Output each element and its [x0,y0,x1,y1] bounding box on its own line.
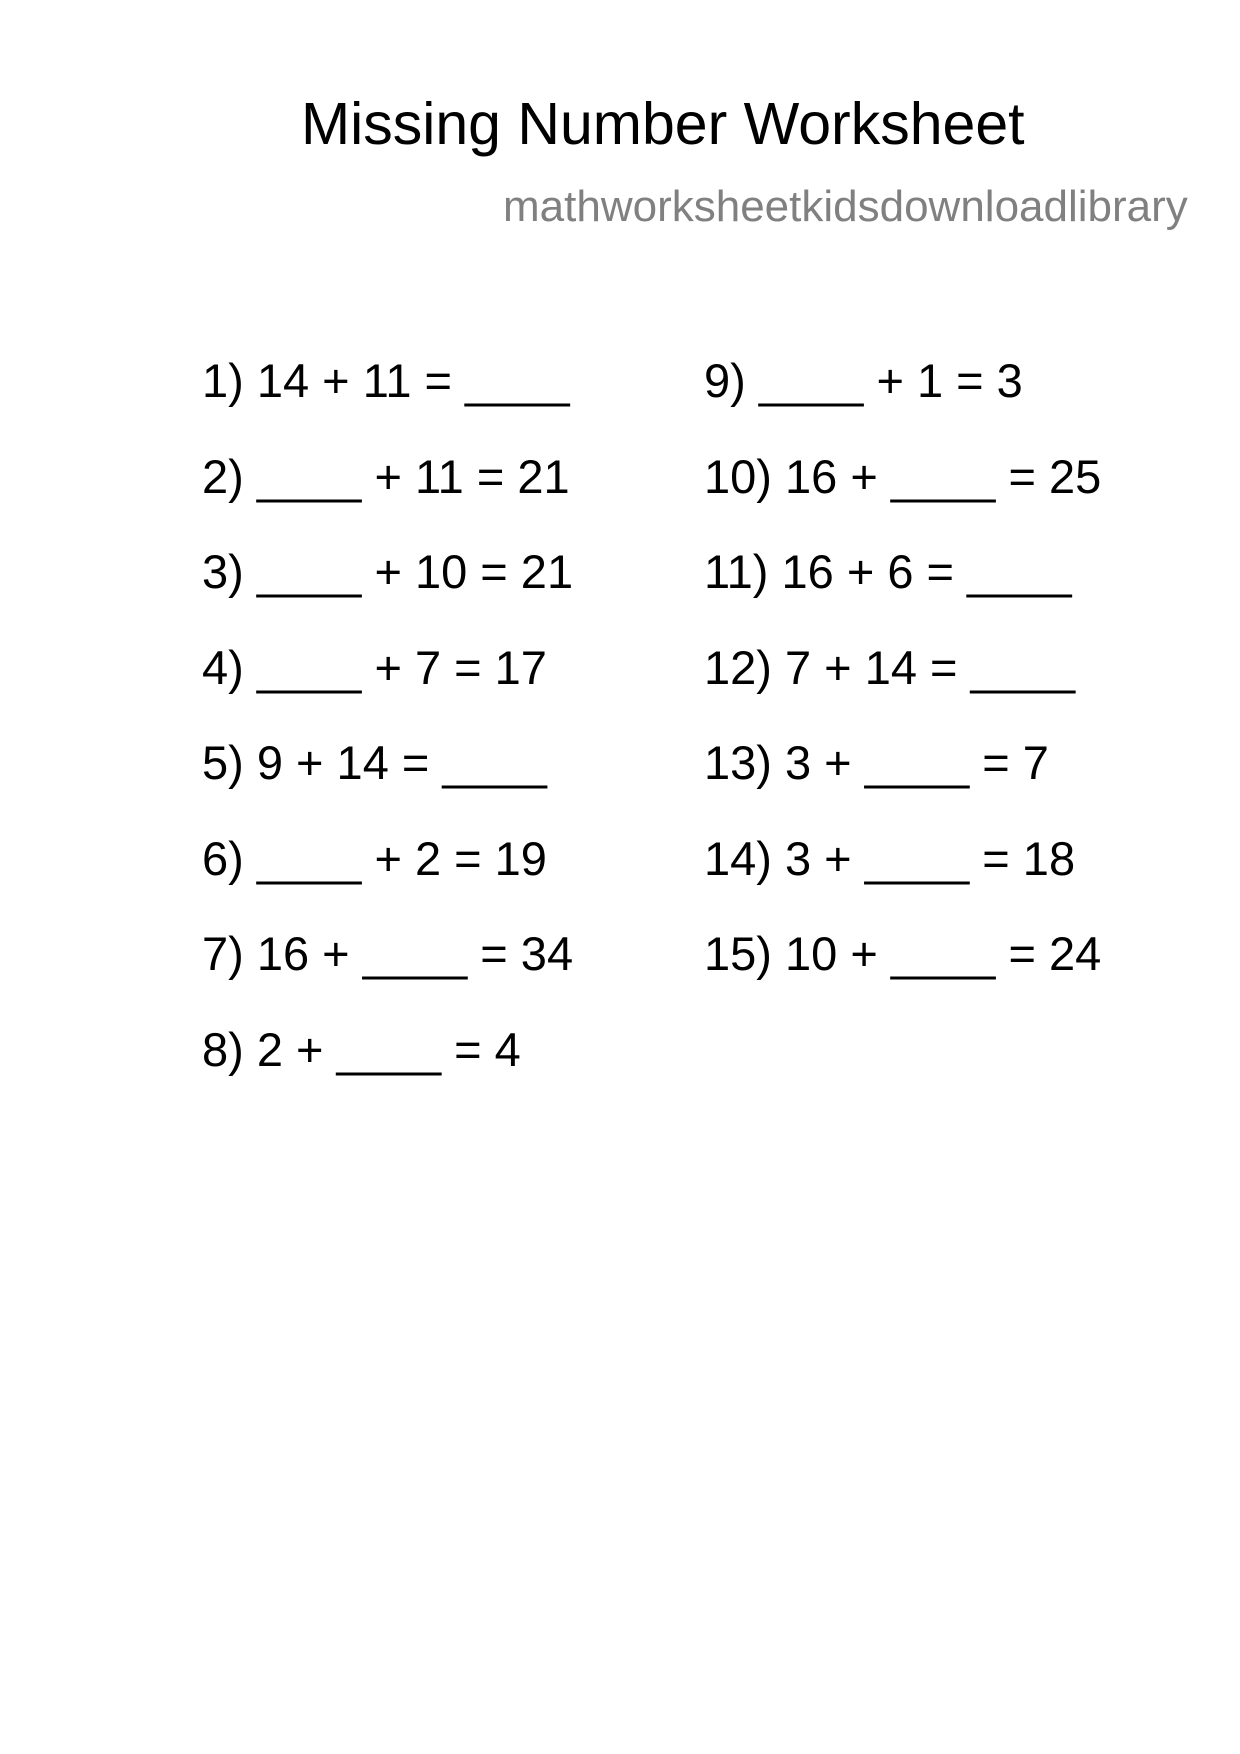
problem-8: 8) 2 + ____ = 4 [202,1022,521,1076]
problem-1: 1) 14 + 11 = ____ [202,354,570,407]
problem-4: 4) ____ + 7 = 17 [202,640,547,694]
problem-15: 15) 10 + ____ = 24 [704,927,1102,980]
problem-7: 7) 16 + ____ = 34 [202,927,574,980]
worksheet-source: mathworksheetkidsdownloadlibrary [503,182,1188,231]
problem-6: 6) ____ + 2 = 19 [202,831,547,885]
problems-left-column [202,354,574,1121]
problem-2: 2) ____ + 11 = 21 [202,449,570,503]
problem-9: 9) ____ + 1 = 3 [704,354,1023,407]
problem-11: 11) 16 + 6 = ____ [704,545,1072,598]
worksheet-title: Missing Number Worksheet [301,91,1025,157]
problem-12: 12) 7 + 14 = ____ [704,640,1076,694]
problem-3: 3) ____ + 10 = 21 [202,545,574,598]
problems-right-column [704,354,1102,1026]
problem-13: 13) 3 + ____ = 7 [704,736,1049,789]
problem-5: 5) 9 + 14 = ____ [202,736,547,789]
problem-14: 14) 3 + ____ = 18 [704,831,1076,885]
problem-10: 10) 16 + ____ = 25 [704,449,1102,503]
